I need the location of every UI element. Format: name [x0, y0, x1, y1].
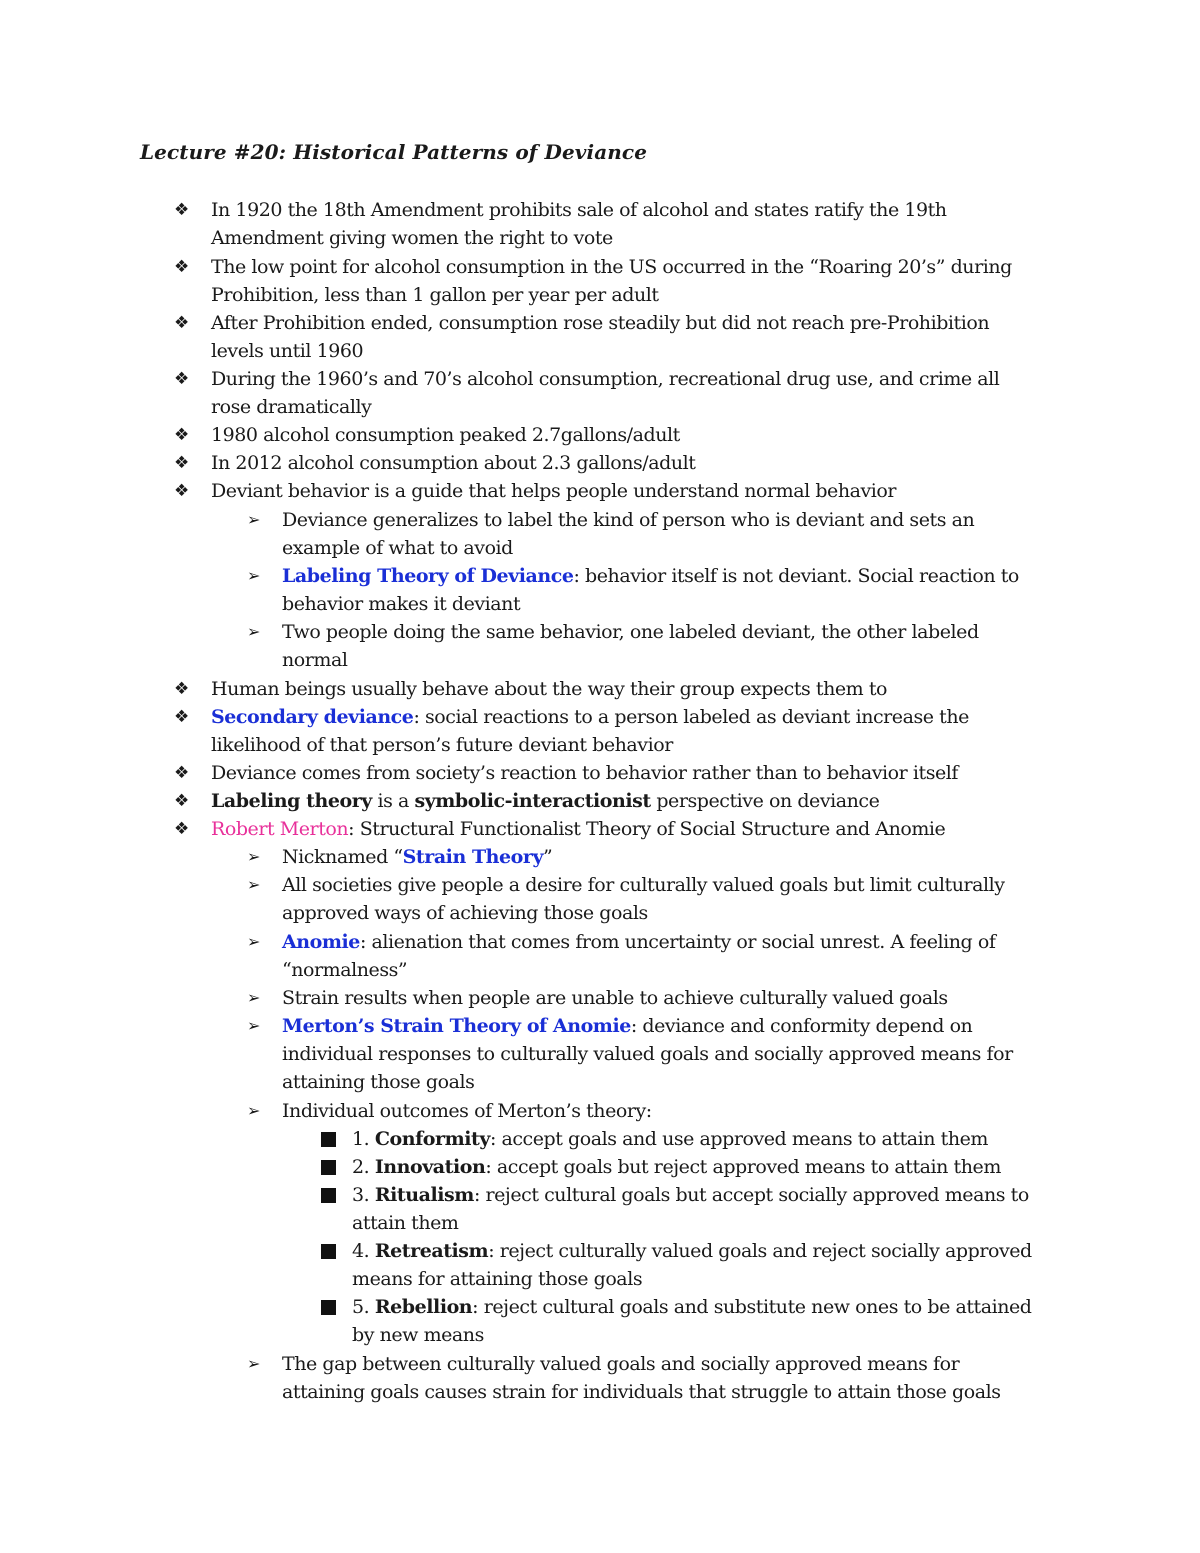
list-item: ❖ Deviance comes from society’s reaction to behavior rather than to behavior itself	[211, 759, 958, 787]
list-item: ❖ Labeling theory is a symbolic-interactionist perspective on deviance	[211, 787, 879, 815]
key-term: Anomie	[282, 931, 360, 953]
list-item: ➢ Deviance generalizes to label the kind of person who is deviant and sets an example of what to avoid	[282, 506, 974, 562]
list-item: ➢ All societies give people a desire for culturally valued goals but limit culturally approved ways of achieving those goals	[282, 871, 1005, 927]
list-item: ➢ Strain results when people are unable to achieve culturally valued goals	[282, 984, 948, 1012]
square-bullet-icon	[321, 1300, 336, 1315]
list-item: ➢ Merton’s Strain Theory of Anomie: deviance and conformity depend on individual responses to culturally valued goals and socially approved means for attaining those goals	[282, 1012, 1013, 1097]
arrow-bullet-icon: ➢	[247, 566, 260, 585]
list-item: ➢ Nicknamed “Strain Theory”	[282, 843, 552, 871]
diamond-bullet-icon: ❖	[174, 819, 189, 839]
key-term: Secondary deviance	[211, 706, 414, 728]
list-item: ❖ Secondary deviance: social reactions to a person labeled as deviant increase the likelihood of that person’s future deviant behavior	[211, 703, 969, 759]
list-item: ❖ During the 1960’s and 70’s alcohol consumption, recreational drug use, and crime all rose dramatically	[211, 365, 999, 421]
arrow-bullet-icon: ➢	[247, 988, 260, 1007]
list-item: ❖ In 1920 the 18th Amendment prohibits sale of alcohol and states ratify the 19th Amendment giving women the right to vote	[211, 196, 947, 252]
list-item: ➢ The gap between culturally valued goals and socially approved means for attaining goals causes strain for individuals that struggle to attain those goals	[282, 1350, 1001, 1406]
diamond-bullet-icon: ❖	[174, 369, 189, 389]
list-item: ❖ The low point for alcohol consumption in the US occurred in the “Roaring 20’s” during Prohibition, less than 1 gallon per year per adult	[211, 253, 1012, 309]
arrow-bullet-icon: ➢	[247, 875, 260, 894]
arrow-bullet-icon: ➢	[247, 847, 260, 866]
list-item: ➢ Two people doing the same behavior, one labeled deviant, the other labeled normal	[282, 618, 979, 674]
arrow-bullet-icon: ➢	[247, 510, 260, 529]
diamond-bullet-icon: ❖	[174, 791, 189, 811]
square-bullet-icon	[321, 1188, 336, 1203]
list-item: ❖ Deviant behavior is a guide that helps people understand normal behavior	[211, 477, 896, 505]
square-bullet-icon	[321, 1160, 336, 1175]
list-item: 5. Rebellion: reject cultural goals and substitute new ones to be attained by new means	[352, 1293, 1032, 1349]
square-bullet-icon	[321, 1244, 336, 1259]
page-title: Lecture #20: Historical Patterns of Deviance	[140, 140, 648, 164]
key-term: Strain Theory	[402, 846, 544, 868]
person-name: Robert Merton	[211, 818, 349, 840]
diamond-bullet-icon: ❖	[174, 481, 189, 501]
diamond-bullet-icon: ❖	[174, 425, 189, 445]
list-item: ❖ In 2012 alcohol consumption about 2.3 gallons/adult	[211, 449, 695, 477]
list-item: 2. Innovation: accept goals but reject approved means to attain them	[352, 1153, 1001, 1181]
diamond-bullet-icon: ❖	[174, 453, 189, 473]
diamond-bullet-icon: ❖	[174, 763, 189, 783]
square-bullet-icon	[321, 1132, 336, 1147]
arrow-bullet-icon: ➢	[247, 1354, 260, 1373]
diamond-bullet-icon: ❖	[174, 200, 189, 220]
arrow-bullet-icon: ➢	[247, 932, 260, 951]
diamond-bullet-icon: ❖	[174, 679, 189, 699]
diamond-bullet-icon: ❖	[174, 257, 189, 277]
diamond-bullet-icon: ❖	[174, 313, 189, 333]
list-item: ❖ Robert Merton: Structural Functionalist Theory of Social Structure and Anomie	[211, 815, 945, 843]
arrow-bullet-icon: ➢	[247, 622, 260, 641]
key-term: Merton’s Strain Theory of Anomie	[282, 1015, 631, 1037]
list-item: ➢ Labeling Theory of Deviance: behavior itself is not deviant. Social reaction to behavior makes it deviant	[282, 562, 1019, 618]
list-item: ❖ Human beings usually behave about the way their group expects them to	[211, 675, 887, 703]
list-item: ❖ 1980 alcohol consumption peaked 2.7gallons/adult	[211, 421, 680, 449]
list-item: ➢ Individual outcomes of Merton’s theory:	[282, 1097, 652, 1125]
list-item: 1. Conformity: accept goals and use approved means to attain them	[352, 1125, 988, 1153]
list-item: 3. Ritualism: reject cultural goals but accept socially approved means to attain them	[352, 1181, 1029, 1237]
arrow-bullet-icon: ➢	[247, 1016, 260, 1035]
list-item: ❖ After Prohibition ended, consumption rose steadily but did not reach pre-Prohibition levels until 1960	[211, 309, 989, 365]
list-item: ➢ Anomie: alienation that comes from uncertainty or social unrest. A feeling of “normalness”	[282, 928, 995, 984]
arrow-bullet-icon: ➢	[247, 1101, 260, 1120]
diamond-bullet-icon: ❖	[174, 707, 189, 727]
key-term: Labeling Theory of Deviance	[282, 565, 574, 587]
list-item: 4. Retreatism: reject culturally valued goals and reject socially approved means for attaining those goals	[352, 1237, 1032, 1293]
